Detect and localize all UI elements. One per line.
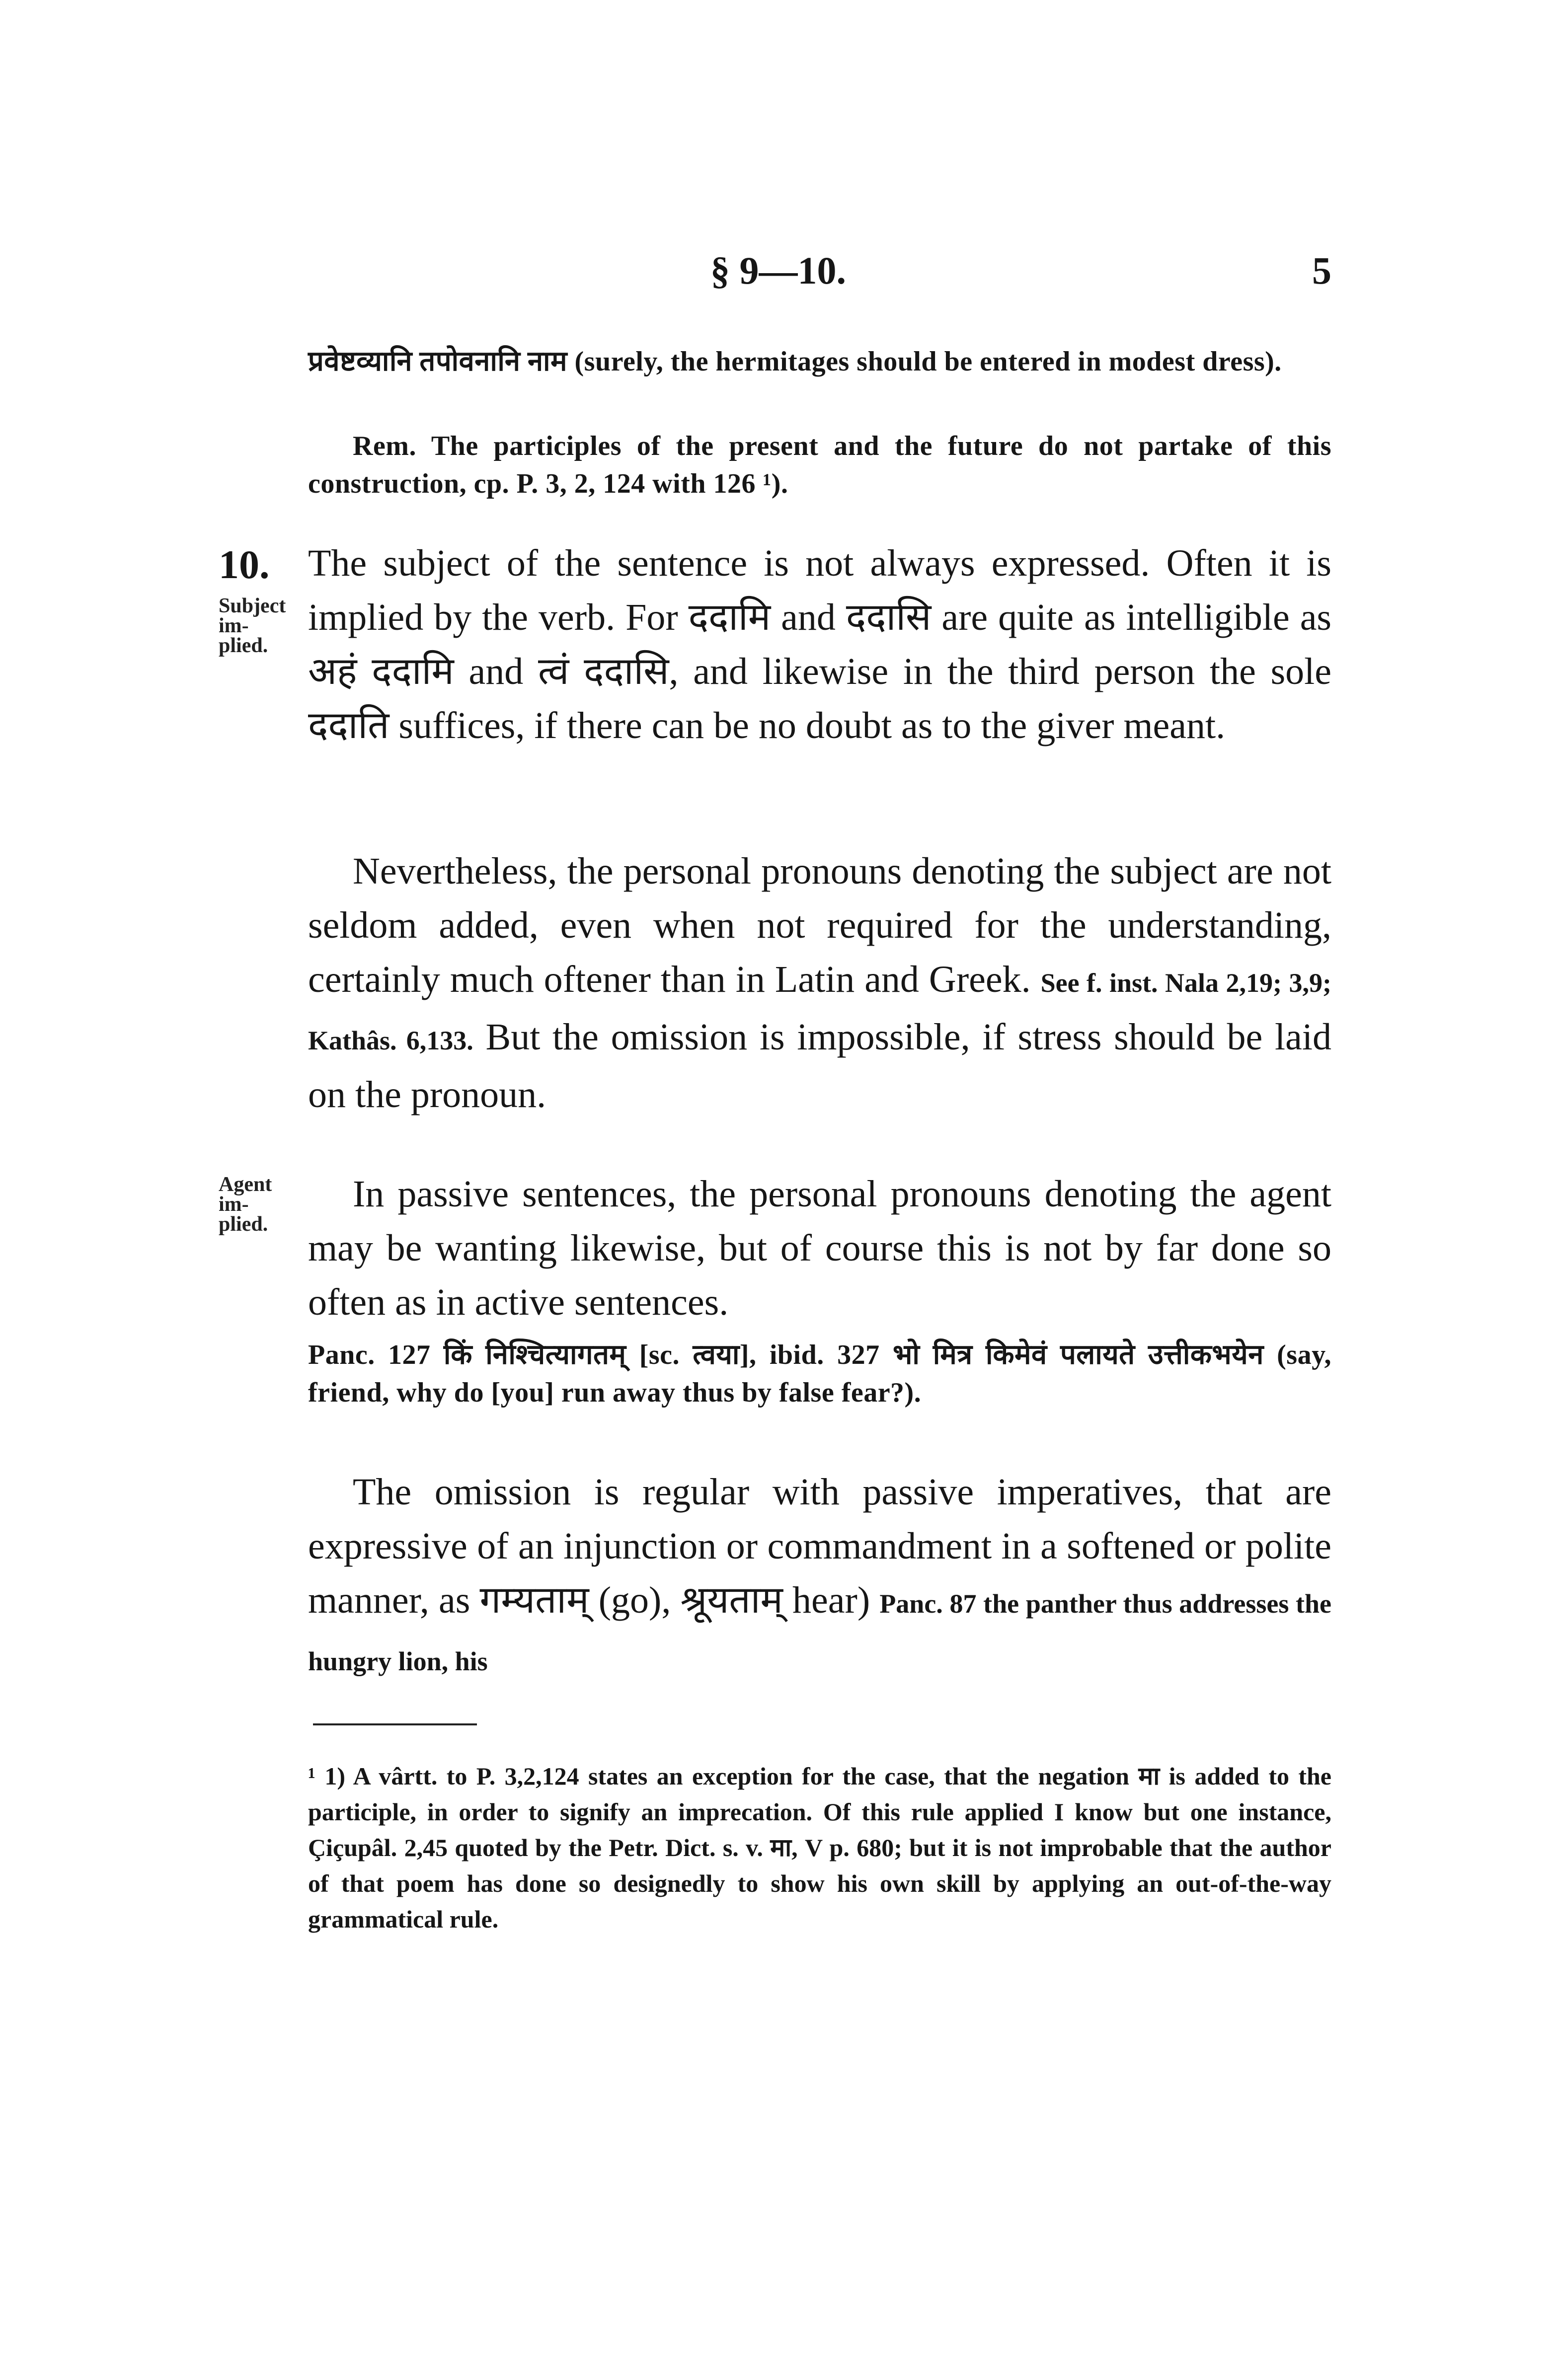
margin-note-agent-implied: Agent im-plied. <box>219 1173 272 1236</box>
paragraph-passive: In passive sentences, the personal pronouns denoting the agent may be wanting likewise, but of course this is not by far done so often as in active sentences. <box>308 1173 1331 1323</box>
section-heading: § 9—10. <box>710 249 846 292</box>
nevertheless-tail: But the omission is impossible, if stress should be laid on the pronoun. <box>308 1016 1331 1116</box>
paragraph-nevertheless <box>308 844 1331 1122</box>
paragraph-subject-implied: The subject of the sentence is not always expressed. Often it is implied by the verb. For ददामि and ददासि are quite as intelligible as अहं ददामि and त्वं ददासि, and likewise in the third person the sole ददाति suffices, if there can be no doubt as to the giver meant. <box>308 542 1331 746</box>
footnote: ¹ 1) A vârtt. to P. 3,2,124 states an exception for the case, that the negation मा is added to the participle, in order to signify an imprecation. Of this rule applied I know but one instance, Çiçupâl. 2,45 quoted by the Petr. Dict. s. v. मा, V p. 680; but it is not improbable that the author of that poem has done so designedly to show his own skill by applying an out-of-the-way grammatical rule. <box>308 1762 1331 1933</box>
section-number: 10. <box>219 542 270 587</box>
remark-paragraph: Rem. The participles of the present and the future do not partake of this construction, cp. P. 3, 2, 124 with 126 ¹). <box>308 431 1331 499</box>
example-sentence: प्रवेष्टव्यानि तपोवनानि नाम (surely, the hermitages should be entered in modest dress). <box>308 346 1282 377</box>
nevertheless-reference: See f. inst. Nala 2,19; 3,9; Kathâs. 6,133. <box>308 968 1332 1055</box>
passive-example: Panc. 127 किं निश्चित्यागतम् [sc. त्वया], ibid. 327 भो मित्र किमेवं पलायते उत्तीकभयेन (say, friend, why do [you] run away thus by false fear?). <box>308 1339 1331 1408</box>
footnote-rule <box>313 1723 477 1725</box>
page-number: 5 <box>1312 249 1331 292</box>
paragraph-imperatives <box>308 1465 1331 1689</box>
imperatives-reference: Panc. 87 the panther thus addresses the hungry lion, his <box>308 1589 1331 1676</box>
page-header <box>308 248 1331 293</box>
margin-note-subject-implied: Subject im-plied. <box>219 595 286 657</box>
nevertheless-text: Nevertheless, the personal pronouns denoting the subject are not seldom added, even when not required for the understanding, certainly much oftener than in Latin and Greek. <box>308 850 1331 1000</box>
imperatives-text: The omission is regular with passive imperatives, that are expressive of an injunction or commandment in a softened or polite manner, as गम्यताम् (go), श्रूयताम् hear) <box>308 1471 1331 1621</box>
